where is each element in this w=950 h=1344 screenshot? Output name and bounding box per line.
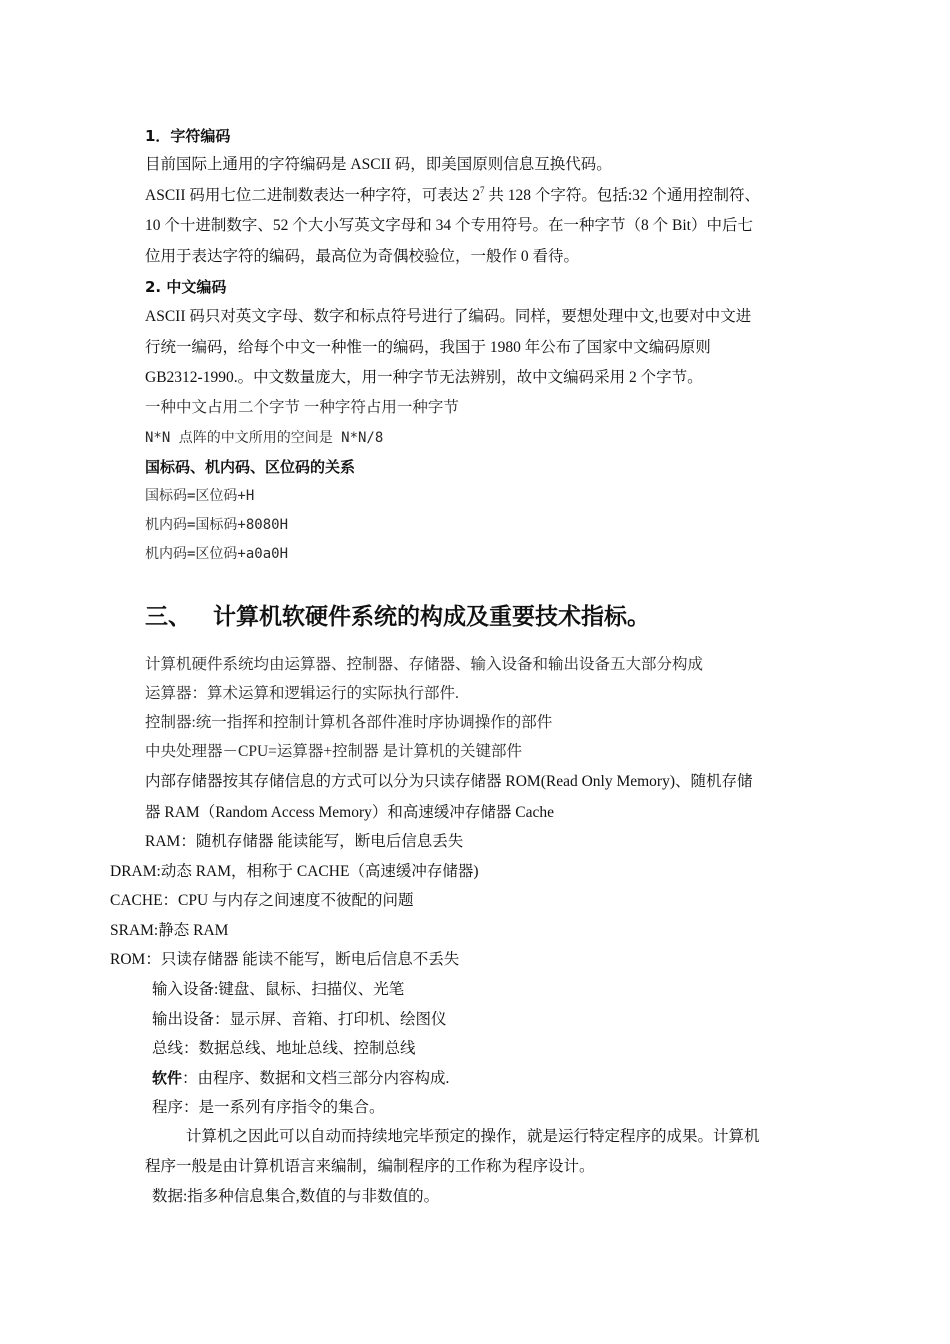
paragraph-line: [145, 186, 760, 206]
chapter-title: 计算机软硬件系统的构成及重要技术指标。: [213, 604, 650, 630]
chapter-heading: [145, 598, 650, 631]
section-heading-char-encoding: 1．字符编码: [145, 127, 231, 145]
paragraph-line: 10 个十进制数字、52 个大小写英文字母和 34 个专用符号。在一种字节（8 个 Bit）中后七: [145, 217, 753, 234]
software-label: 软件: [152, 1069, 183, 1087]
paragraph-line: 控制器:统一指挥和控制计算机各部件准时序协调操作的部件: [145, 714, 553, 731]
paragraph-line: 一种中文占用二个字节 一种字符占用一种字节: [145, 399, 459, 416]
paragraph-line: 目前国际上通用的字符编码是 ASCII 码，即美国原则信息互换代码。: [145, 156, 612, 173]
paragraph-line: 计算机之因此可以自动而持续地完毕预定的操作，就是运行特定程序的成果。计算机: [186, 1128, 760, 1145]
paragraph-line: 程序：是一系列有序指令的集合。: [152, 1099, 385, 1116]
text-span: ASCII 码用七位二进制数表达一种字符，可表达 2: [145, 187, 480, 204]
paragraph-line: SRAM:静态 RAM: [110, 922, 229, 939]
paragraph-line: 运算器：算术运算和逻辑运行的实际执行部件.: [145, 685, 459, 702]
paragraph-line: 器 RAM（Random Access Memory）和高速缓冲存储器 Cache: [145, 804, 554, 821]
paragraph-line: GB2312-1990.。中文数量庞大，用一种字节无法辨别，故中文编码采用 2 个字节。: [145, 369, 703, 386]
formula-line: 机内码=区位码+a0a0H: [145, 546, 289, 562]
paragraph-line: 输入设备:键盘、鼠标、扫描仪、光笔: [152, 981, 405, 998]
paragraph-line: 程序一般是由计算机语言来编制，编制程序的工作称为程序设计。: [145, 1158, 595, 1175]
paragraph-line: ASCII 码只对英文字母、数字和标点符号进行了编码。同样，要想处理中文,也要对中文进: [145, 308, 752, 325]
text-span: ：由程序、数据和文档三部分内容构成.: [182, 1070, 450, 1087]
paragraph-line: N*N 点阵的中文所用的空间是 N*N/8: [145, 430, 384, 446]
paragraph-line: CACHE：CPU 与内存之间速度不彼配的问题: [110, 892, 414, 909]
paragraph-line: [152, 1068, 449, 1089]
formula-line: 国标码=区位码+H: [145, 488, 255, 504]
paragraph-line: 总线：数据总线、地址总线、控制总线: [152, 1040, 416, 1057]
paragraph-line: DRAM:动态 RAM，相称于 CACHE（高速缓冲存储器): [110, 863, 479, 880]
paragraph-line: 行统一编码，给每个中文一种惟一的编码，我国于 1980 年公布了国家中文编码原则: [145, 339, 711, 356]
paragraph-line: 输出设备：显示屏、音箱、打印机、绘图仪: [152, 1011, 447, 1028]
paragraph-line: 内部存储器按其存储信息的方式可以分为只读存储器 ROM(Read Only Memory)、随机存储: [145, 773, 753, 790]
section-heading-chinese-encoding: 2. 中文编码: [145, 278, 227, 296]
paragraph-line: 计算机硬件系统均由运算器、控制器、存储器、输入设备和输出设备五大部分构成: [145, 656, 704, 673]
superscript: 7: [479, 185, 485, 195]
subheading-code-relations: 国标码、机内码、区位码的关系: [145, 458, 356, 476]
paragraph-line: 位用于表达字符的编码，最高位为奇偶校验位，一般作 0 看待。: [145, 248, 580, 265]
text-span: 共 128 个字符。包括:32 个通用控制符、: [484, 187, 761, 204]
paragraph-line: 中央处理器－CPU=运算器+控制器 是计算机的关键部件: [145, 743, 523, 760]
paragraph-line: RAM：随机存储器 能读能写，断电后信息丢失: [145, 833, 464, 850]
paragraph-line: ROM：只读存储器 能读不能写，断电后信息不丢失: [110, 951, 460, 968]
chapter-number: 三、: [145, 604, 191, 630]
formula-line: 机内码=国标码+8080H: [145, 517, 289, 533]
paragraph-line: 数据:指多种信息集合,数值的与非数值的。: [152, 1188, 440, 1205]
